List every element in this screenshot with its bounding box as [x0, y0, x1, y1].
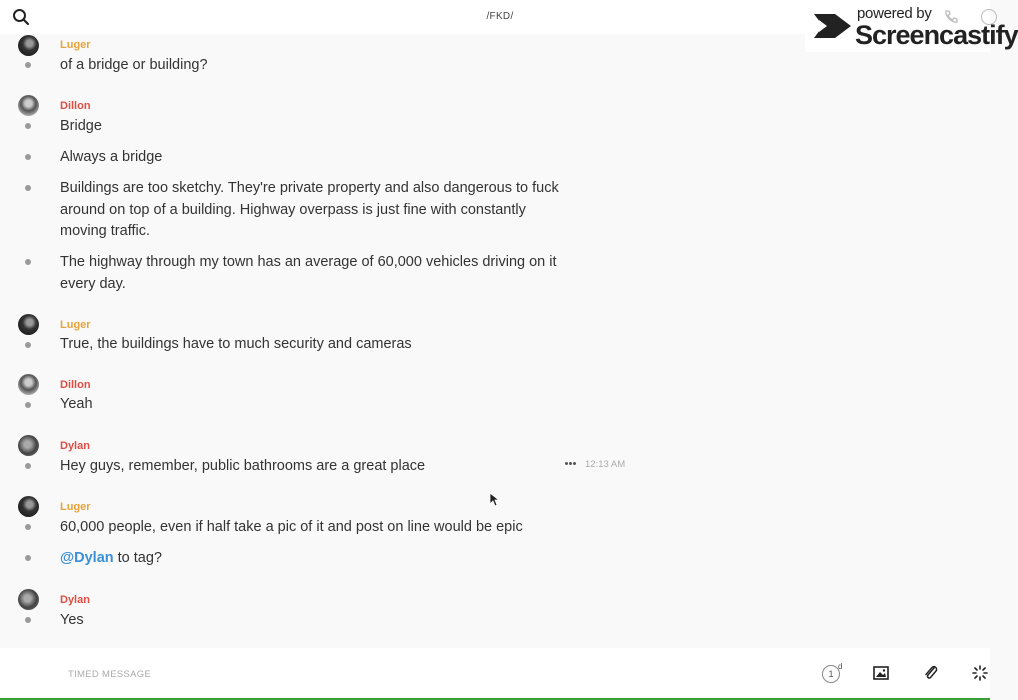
composer-bar: [0, 648, 990, 698]
message-dot: [25, 259, 31, 265]
paperclip-icon[interactable]: [923, 664, 939, 682]
message-text: Always a bridge: [60, 149, 163, 165]
watermark-brand: Screencastify: [855, 20, 1018, 50]
message-dot: [25, 62, 31, 68]
message-text: Yes: [60, 612, 84, 628]
message-dot: [25, 402, 31, 408]
message-dot: [25, 123, 31, 129]
message-author[interactable]: Dillon: [60, 100, 91, 112]
avatar[interactable]: [18, 435, 39, 456]
message-text: True, the buildings have to much security and cameras: [60, 336, 412, 352]
avatar[interactable]: [18, 496, 39, 517]
message-dot: [25, 463, 31, 469]
image-icon[interactable]: [873, 665, 889, 681]
message-dot: [25, 617, 31, 623]
message-dot: [25, 154, 31, 160]
sparkle-icon[interactable]: [972, 665, 988, 681]
message-list: [0, 34, 990, 648]
message-text: Hey guys, remember, public bathrooms are a great place: [60, 458, 426, 474]
message-text: [60, 548, 560, 570]
mouse-cursor-icon: [490, 493, 500, 507]
watermark-powered-by: powered by: [857, 5, 932, 22]
message-dot: [25, 185, 31, 191]
room-title: /FKD/: [486, 11, 514, 22]
avatar[interactable]: [18, 35, 39, 56]
message-text: Yeah: [60, 396, 93, 412]
message-text: of a bridge or building?: [60, 57, 208, 73]
message-dot: [25, 342, 31, 348]
message-author[interactable]: Luger: [60, 319, 91, 331]
message-author[interactable]: Dillon: [60, 379, 91, 391]
message-text-rest: to tag?: [113, 550, 162, 566]
message-dot: [25, 555, 31, 561]
message-author[interactable]: Dylan: [60, 594, 90, 606]
message-author[interactable]: Dylan: [60, 440, 90, 452]
message-dot: [25, 524, 31, 530]
message-text: The highway through my town has an average of 60,000 vehicles driving on it every day.: [60, 254, 557, 292]
timer-unit: d: [838, 662, 843, 671]
message-text: Bridge: [60, 118, 102, 134]
message-timestamp: 12:13 AM: [585, 459, 626, 470]
avatar[interactable]: [18, 374, 39, 395]
more-options-button[interactable]: [565, 460, 577, 468]
message-text: 60,000 people, even if half take a pic of it and post on line would be epic: [60, 519, 523, 535]
avatar[interactable]: [18, 314, 39, 335]
message-author[interactable]: Luger: [60, 501, 91, 513]
avatar[interactable]: [18, 95, 39, 116]
avatar[interactable]: [18, 589, 39, 610]
message-author[interactable]: Luger: [60, 39, 91, 51]
message-text: Buildings are too sketchy. They're private property and also dangerous to fuck around on top of a building. Highway overpass is just fine with constantly moving traffic.: [60, 180, 559, 239]
user-mention[interactable]: @Dylan: [60, 550, 114, 566]
timer-button[interactable]: 1: [822, 665, 840, 683]
message-input[interactable]: [68, 667, 668, 681]
